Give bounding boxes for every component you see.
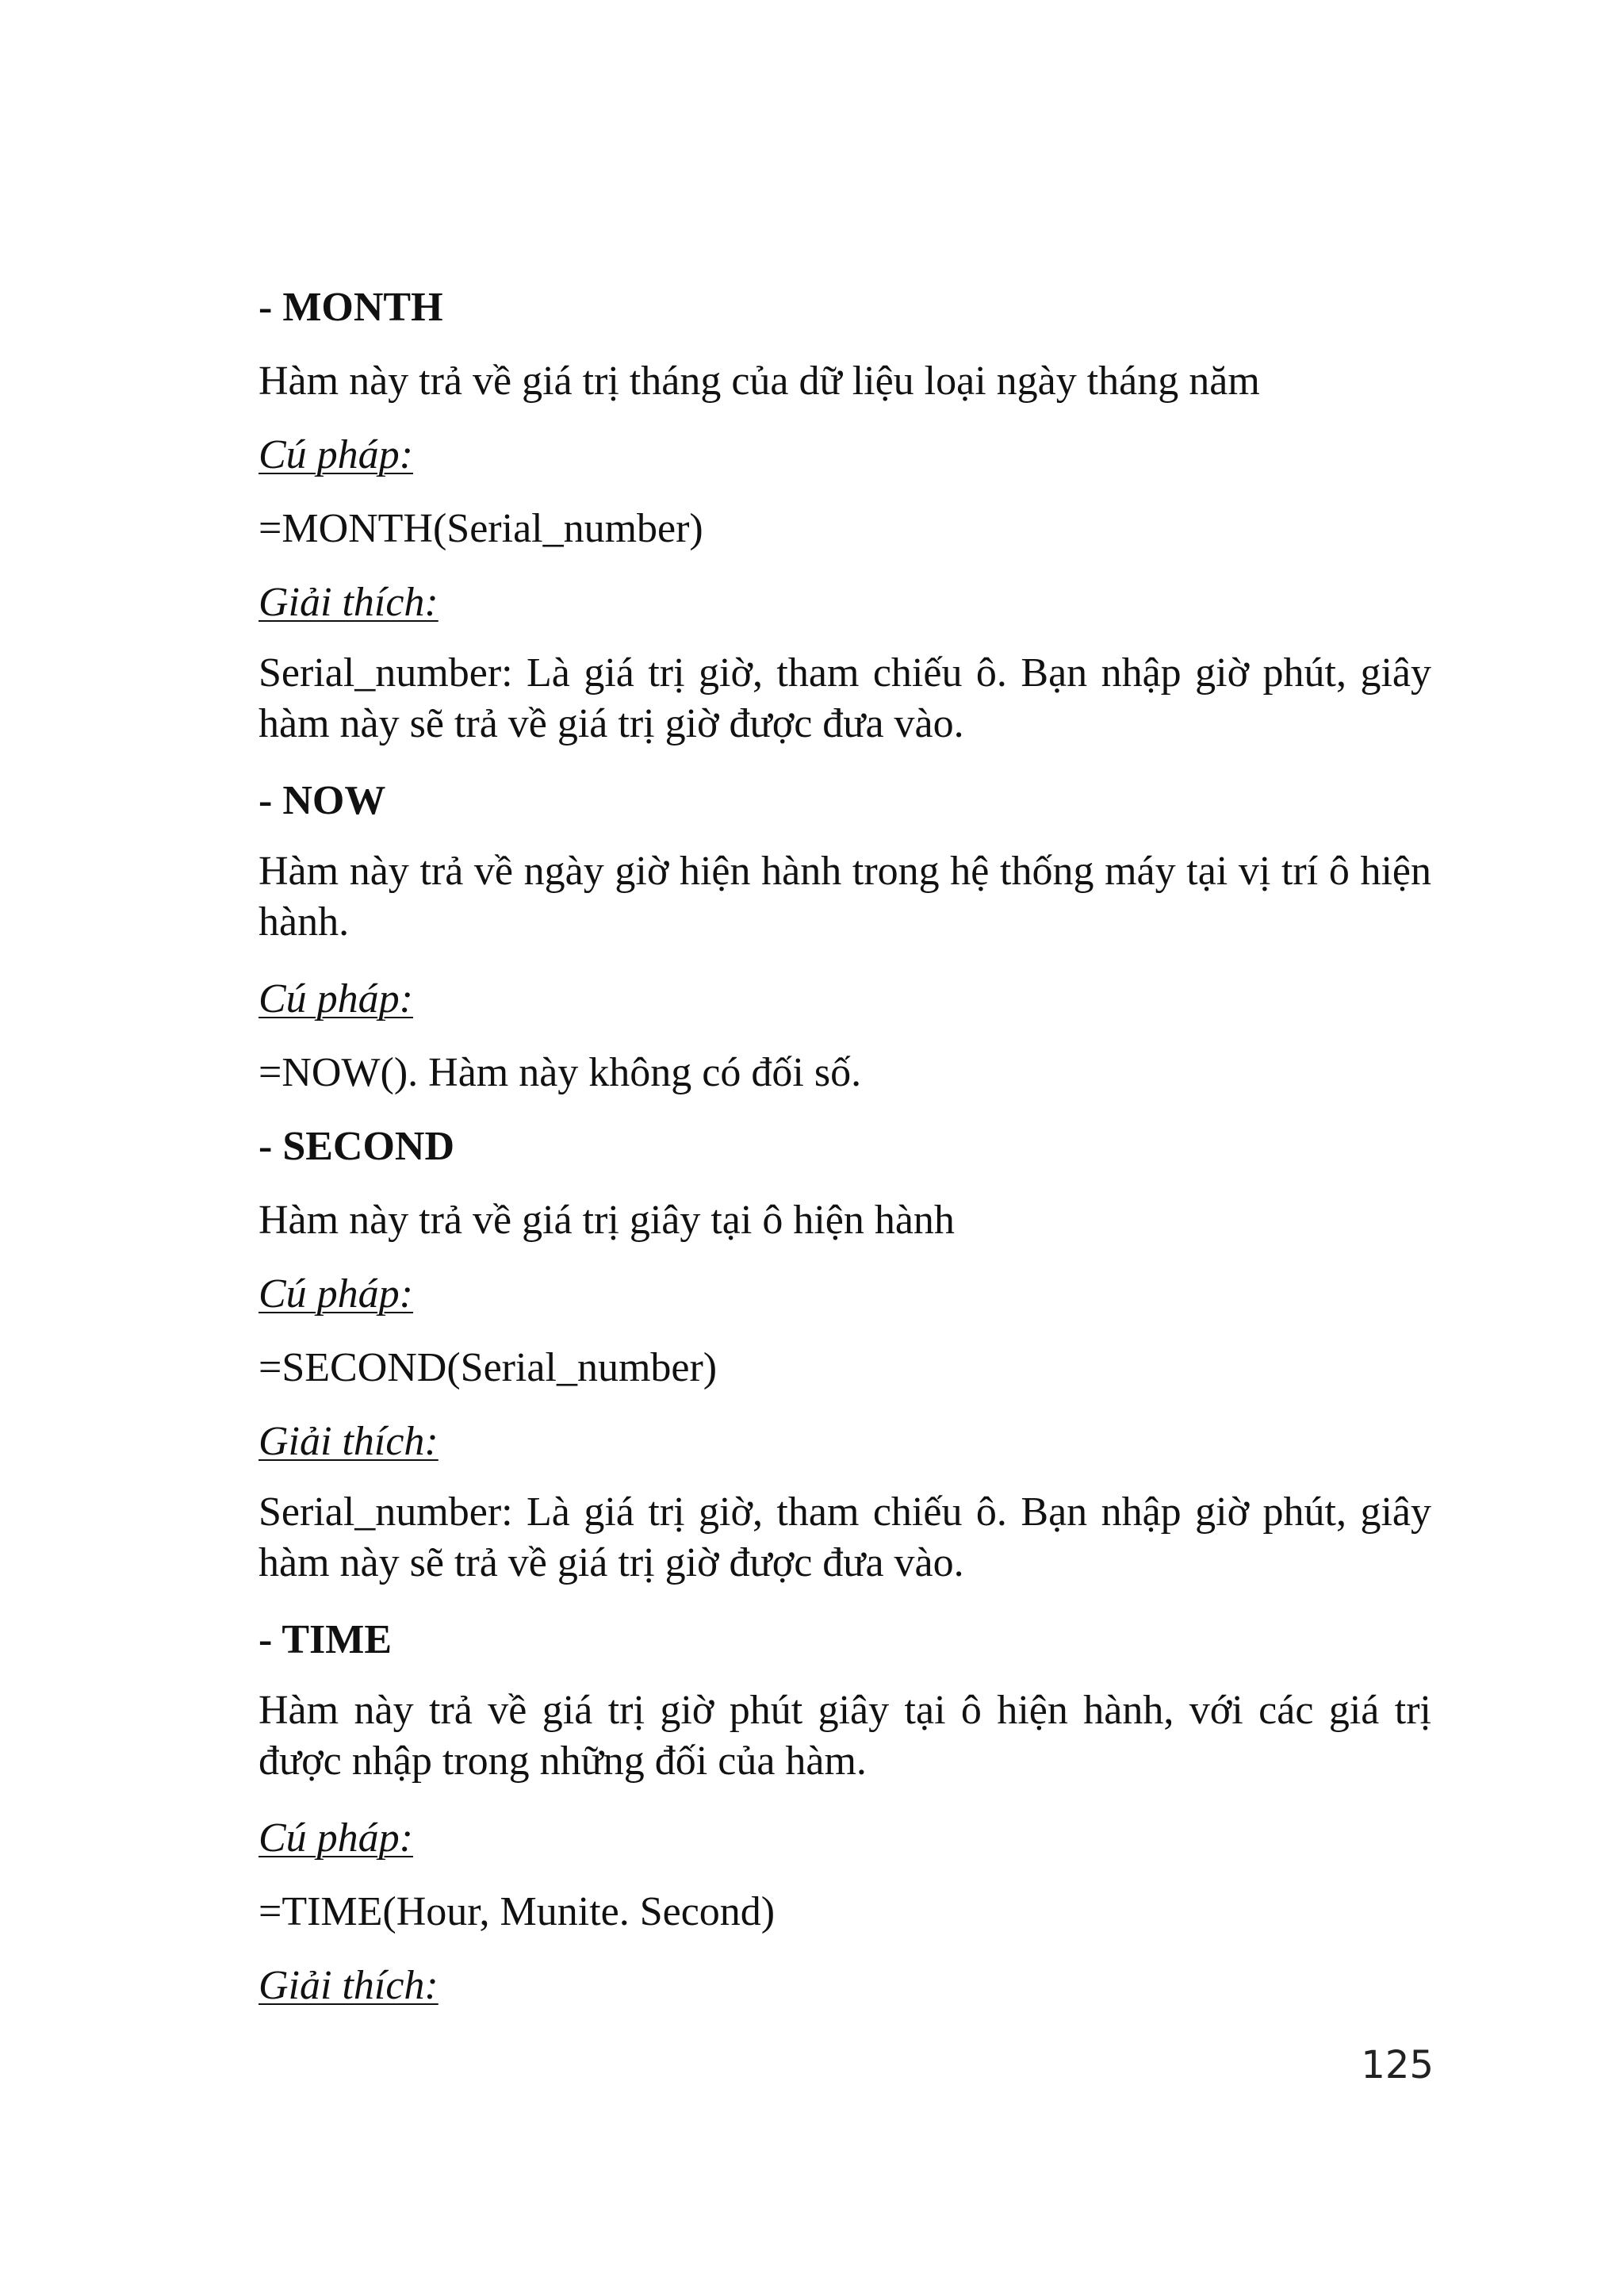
syntax-label-now: Cú pháp: bbox=[259, 976, 413, 1022]
section-heading-time: - TIME bbox=[259, 1617, 393, 1662]
page-body bbox=[259, 279, 1431, 2031]
syntax-label-time: Cú pháp: bbox=[259, 1815, 413, 1861]
explain-label-month: Giải thích: bbox=[259, 580, 439, 625]
section-heading-now: - NOW bbox=[259, 778, 386, 823]
section-heading-second: - SECOND bbox=[259, 1124, 455, 1169]
syntax-label-second: Cú pháp: bbox=[259, 1271, 413, 1317]
section-description-second: Hàm này trả về giá trị giây tại ô hiện hành bbox=[259, 1198, 955, 1243]
explain-label-second: Giải thích: bbox=[259, 1419, 439, 1464]
syntax-now: =NOW(). Hàm này không có đối số. bbox=[259, 1050, 862, 1095]
explanation-second: Serial_number: Là giá trị giờ, tham chiếu ô. Bạn nhập giờ phút, giây hàm này sẽ trả về giá trị giờ được đưa vào. bbox=[259, 1489, 1431, 1585]
page-number: 125 bbox=[1361, 2043, 1434, 2087]
section-description-month: Hàm này trả về giá trị tháng của dữ liệu loại ngày tháng năm bbox=[259, 358, 1260, 404]
explanation-month: Serial_number: Là giá trị giờ, tham chiếu ô. Bạn nhập giờ phút, giây hàm này sẽ trả về giá trị giờ được đưa vào. bbox=[259, 650, 1431, 746]
explain-label-time: Giải thích: bbox=[259, 1963, 439, 2008]
syntax-month: =MONTH(Serial_number) bbox=[259, 506, 703, 551]
syntax-time: =TIME(Hour, Munite. Second) bbox=[259, 1889, 776, 1934]
syntax-second: =SECOND(Serial_number) bbox=[259, 1345, 718, 1390]
section-heading-month: - MONTH bbox=[259, 285, 443, 330]
syntax-label-month: Cú pháp: bbox=[259, 432, 413, 477]
section-description-now: Hàm này trả về ngày giờ hiện hành trong hệ thống máy tại vị trí ô hiện hành. bbox=[259, 849, 1431, 945]
section-description-time: Hàm này trả về giá trị giờ phút giây tại ô hiện hành, với các giá trị được nhập trong những đối của hàm. bbox=[259, 1688, 1431, 1784]
